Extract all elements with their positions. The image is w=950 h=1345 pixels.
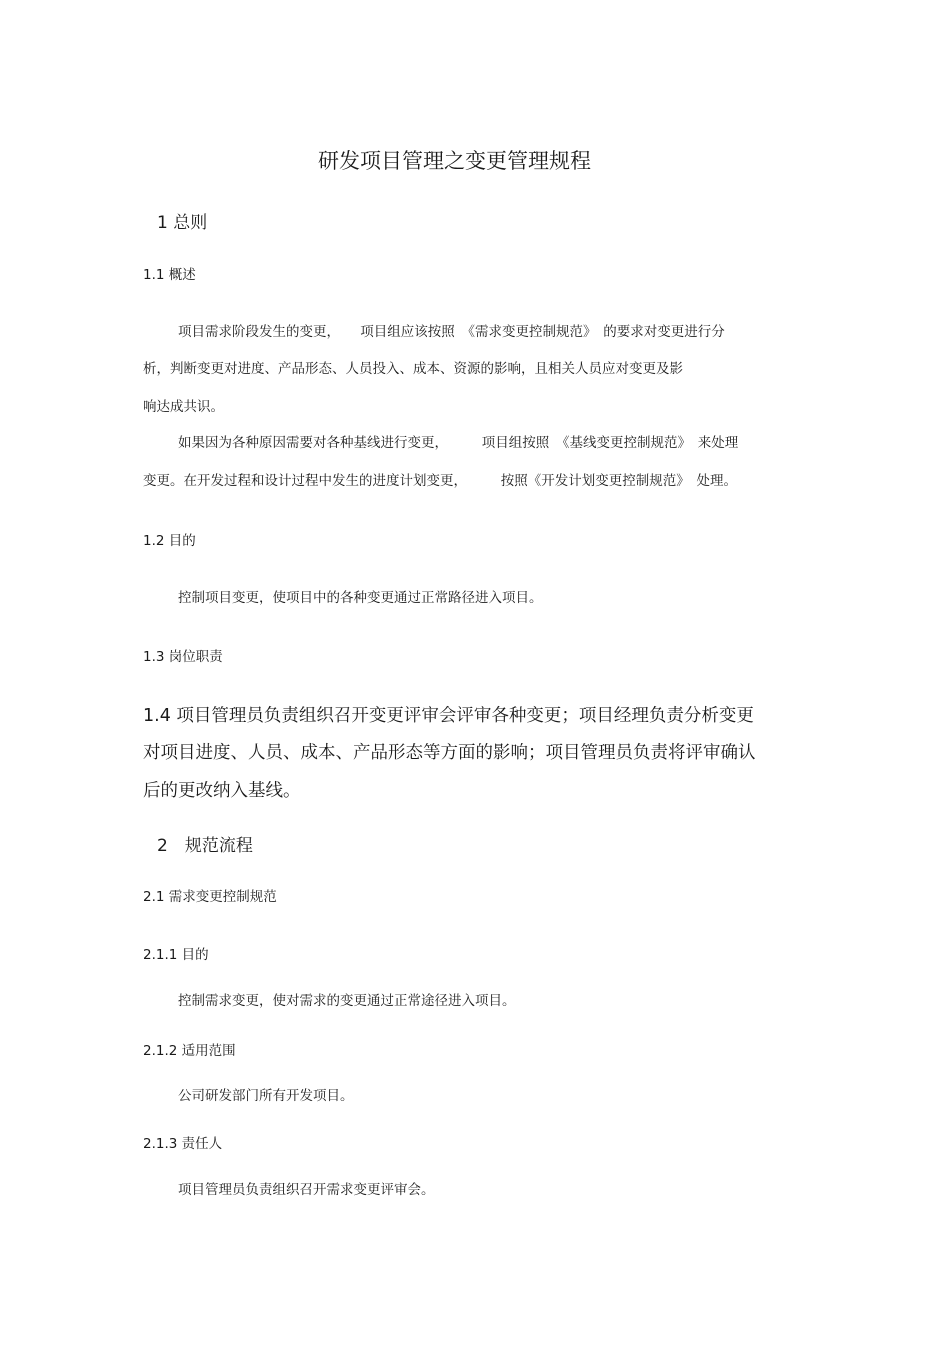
section-1-2-heading: 1.2 目的 [143, 533, 196, 549]
section-2-1-2-heading: 2.1.2 适用范围 [143, 1043, 236, 1059]
overview-paragraph-1-line-1: 项目需求阶段发生的变更， 项目组应该按照 《需求变更控制规范》 的要求对变更进行分 [178, 324, 725, 340]
section-2-1-1-heading: 2.1.1 目的 [143, 947, 209, 963]
section-1-3-heading: 1.3 岗位职责 [143, 649, 223, 665]
section-1-4-line-1: 1.4 项目管理员负责组织召开变更评审会评审各种变更；项目经理负责分析变更 [143, 706, 754, 726]
overview-paragraph-1-line-3: 响达成共识。 [143, 399, 224, 415]
purpose-paragraph: 控制项目变更，使项目中的各种变更通过正常路径进入项目。 [178, 590, 543, 606]
overview-paragraph-2-line-2: 变更。在开发过程和设计过程中发生的进度计划变更， 按照《开发计划变更控制规范》 处理。 [143, 473, 737, 489]
overview-paragraph-1-line-2: 析，判断变更对进度、产品形态、人员投入、成本、资源的影响，且相关人员应对变更及影 [143, 361, 683, 377]
section-2-heading: 2 规范流程 [157, 836, 253, 856]
page-title: 研发项目管理之变更管理规程 [318, 149, 591, 173]
overview-paragraph-2-line-1: 如果因为各种原因需要对各种基线进行变更， 项目组按照 《基线变更控制规范》 来处理 [178, 435, 739, 451]
requirement-purpose-paragraph: 控制需求变更，使对需求的变更通过正常途径进入项目。 [178, 993, 516, 1009]
section-1-heading: 1 总则 [157, 213, 208, 233]
section-1-4-line-2: 对项目进度、人员、成本、产品形态等方面的影响；项目管理员负责将评审确认 [143, 743, 756, 763]
section-2-1-heading: 2.1 需求变更控制规范 [143, 889, 277, 905]
responsible-paragraph: 项目管理员负责组织召开需求变更评审会。 [178, 1182, 435, 1198]
section-1-4-line-3: 后的更改纳入基线。 [143, 781, 301, 801]
scope-paragraph: 公司研发部门所有开发项目。 [178, 1088, 354, 1104]
section-2-1-3-heading: 2.1.3 责任人 [143, 1136, 223, 1152]
section-1-1-heading: 1.1 概述 [143, 267, 196, 283]
